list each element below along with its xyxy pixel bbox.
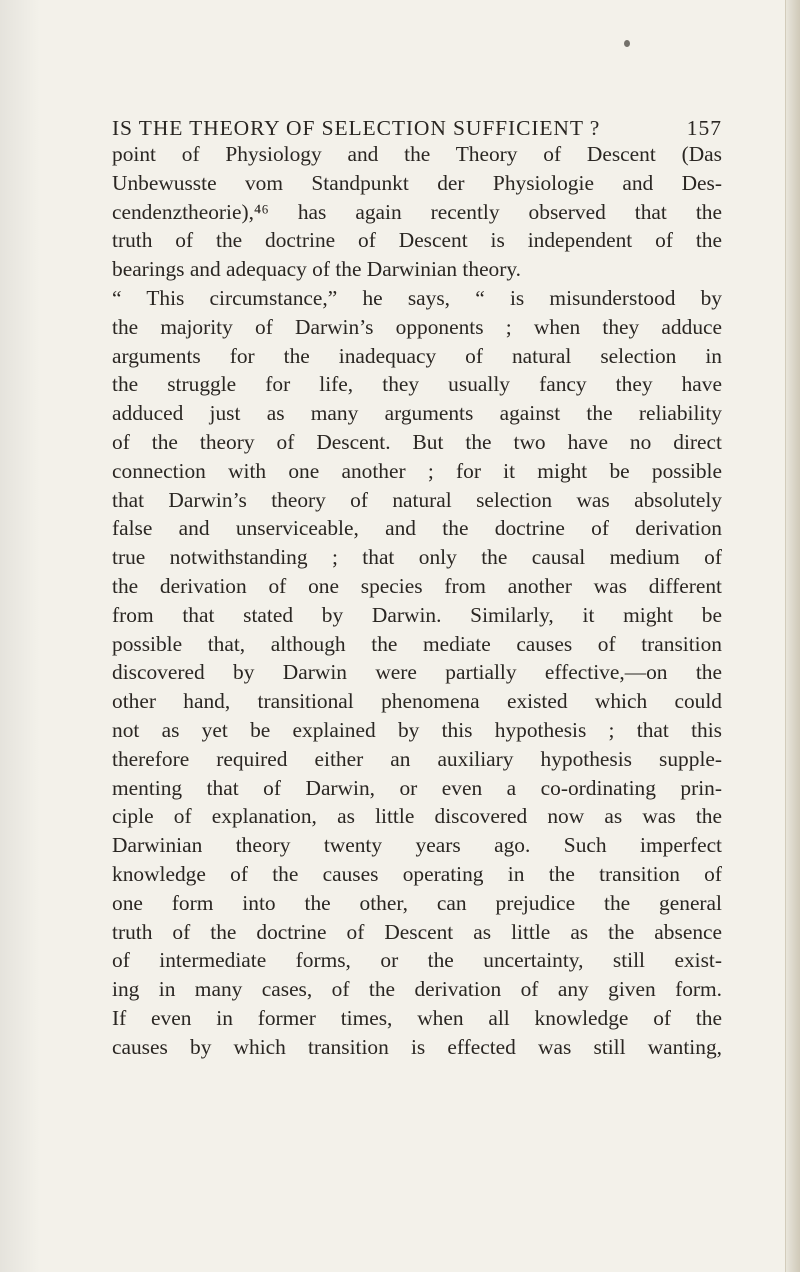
text-line: truth of the doctrine of Descent is independent of the [112, 228, 722, 253]
text-line: of intermediate forms, or the uncertainty, still exist- [112, 948, 722, 973]
text-line: ciple of explanation, as little discovered now as was the [112, 804, 722, 829]
text-line: ing in many cases, of the derivation of any given form. [112, 977, 722, 1002]
text-line: therefore required either an auxiliary hypothesis supple- [112, 746, 722, 771]
text-line: one form into the other, can prejudice the general [112, 890, 722, 915]
text-line: of the theory of Descent. But the two have no direct [112, 429, 722, 454]
text-line: point of Physiology and the Theory of Descent (Das [112, 142, 722, 166]
text-line: discovered by Darwin were partially effective,—on the [112, 660, 722, 685]
text-line: menting that of Darwin, or even a co-ordinating prin- [112, 775, 722, 800]
text-line: Unbewusste vom Standpunkt der Physiologie and Des- [112, 170, 722, 195]
text-line: other hand, transitional phenomena existed which could [112, 689, 722, 714]
text-line: possible that, although the mediate causes of transition [112, 631, 722, 656]
text-line: the derivation of one species from another was different [112, 573, 722, 598]
page-gutter-shadow [0, 0, 40, 1272]
text-line: false and unserviceable, and the doctrine of derivation [112, 516, 722, 541]
running-head-title: IS THE THEORY OF SELECTION SUFFICIENT ? [112, 116, 601, 140]
text-line: truth of the doctrine of Descent as little as the absence [112, 919, 722, 944]
text-line: true notwithstanding ; that only the causal medium of [112, 545, 722, 570]
text-line: arguments for the inadequacy of natural selection in [112, 343, 722, 368]
text-line: Darwinian theory twenty years ago. Such imperfect [112, 833, 722, 858]
text-line: knowledge of the causes operating in the transition of [112, 861, 722, 886]
text-line: “ This circumstance,” he says, “ is misunderstood by [112, 285, 722, 310]
body-paragraph [112, 140, 722, 1062]
page-edge [785, 0, 800, 1272]
text-line: the majority of Darwin’s opponents ; when they adduce [112, 314, 722, 339]
text-line: the struggle for life, they usually fancy they have [112, 372, 722, 397]
ink-speck [624, 40, 630, 47]
text-line: not as yet be explained by this hypothesis ; that this [112, 717, 722, 742]
text-line: causes by which transition is effected was still wanting, [112, 1034, 722, 1059]
text-line: connection with one another ; for it might be possible [112, 458, 722, 483]
text-line: If even in former times, when all knowledge of the [112, 1005, 722, 1030]
text-line: from that stated by Darwin. Similarly, it might be [112, 602, 722, 627]
text-line: cendenztheorie),⁴⁶ has again recently observed that the [112, 199, 722, 224]
text-line: bearings and adequacy of the Darwinian theory. [112, 257, 522, 282]
page-number: 157 [686, 116, 722, 140]
text-line: that Darwin’s theory of natural selection was absolutely [112, 487, 722, 512]
text-line: adduced just as many arguments against the reliability [112, 401, 722, 426]
